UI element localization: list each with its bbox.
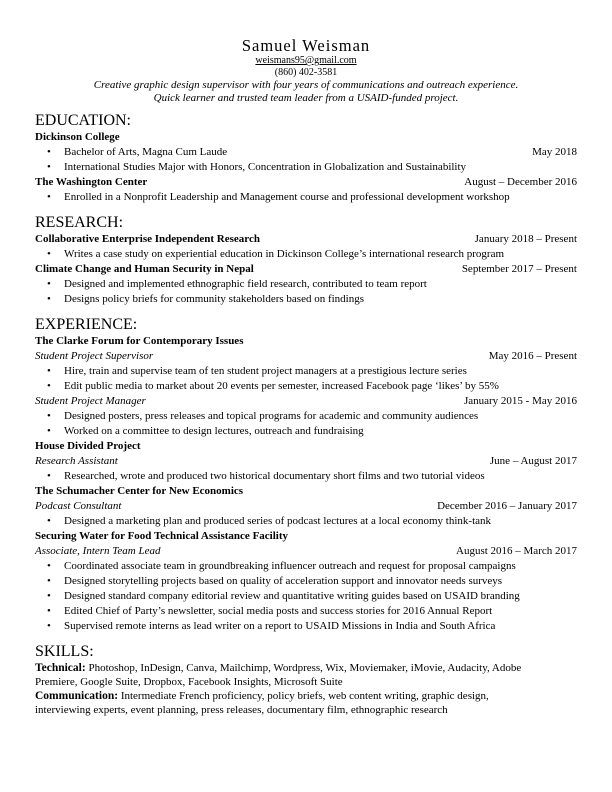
- role-title: Research Assistant: [35, 455, 118, 467]
- bullet-item: • Writes a case study on experiential education in Dickinson College’s international research program: [35, 247, 577, 262]
- applicant-name: Samuel Weisman: [241, 36, 371, 55]
- bullet-item: • Edit public media to market about 20 events per semester, increased Facebook page ‘likes’ by 55%: [35, 379, 577, 394]
- bullet-item: • Enrolled in a Nonprofit Leadership and Management course and professional development workshop: [35, 190, 577, 205]
- summary-line: Creative graphic design supervisor with four years of communications and outreach experience.: [93, 79, 519, 91]
- skill-list: Intermediate French proficiency, policy briefs, web content writing, graphic design,: [118, 690, 489, 702]
- bullet-item: • Designed standard company editorial review and quantitative writing guides based on USAID branding: [35, 589, 577, 604]
- section-heading-research: RESEARCH:: [35, 214, 124, 231]
- date: June – August 2017: [489, 455, 577, 467]
- bullet-item: • Designs policy briefs for community stakeholders based on findings: [35, 292, 577, 307]
- project-name: Climate Change and Human Security in Nepal: [35, 263, 254, 275]
- date: December 2016 – January 2017: [437, 500, 577, 512]
- org-name: Securing Water for Food Technical Assistance Facility: [35, 530, 288, 542]
- org-name: The Clarke Forum for Contemporary Issues: [35, 335, 244, 347]
- bullet-list: [35, 364, 577, 394]
- skills-technical: [35, 661, 577, 675]
- date: September 2017 – Present: [461, 263, 577, 275]
- bullet-item: • Designed a marketing plan and produced series of podcast lectures at a local economy think-tank: [35, 514, 577, 529]
- bullet-list: [35, 469, 577, 484]
- phone-number: (860) 402-3581: [274, 67, 338, 78]
- bullet-item: • Coordinated associate team in groundbreaking influencer outreach and request for proposal campaigns: [35, 559, 577, 574]
- bullet-item: • Hire, train and supervise team of ten student project managers at a prestigious lecture series: [35, 364, 577, 379]
- org-name: House Divided Project: [35, 440, 141, 452]
- resume-header: [35, 36, 577, 104]
- bullet-list: [35, 247, 577, 262]
- bullet-item: • Worked on a committee to design lectures, outreach and fundraising: [35, 424, 577, 439]
- experience-section: [35, 317, 577, 634]
- bullet-list: [35, 559, 577, 634]
- bullet-item: • Designed posters, press releases and topical programs for academic and community audiences: [35, 409, 577, 424]
- date: August 2016 – March 2017: [456, 545, 577, 557]
- bullet-item: • Designed and implemented ethnographic field research, contributed to team report: [35, 277, 577, 292]
- resume-page: [35, 36, 577, 717]
- bullet-item: • International Studies Major with Honors, Concentration in Globalization and Sustainability: [35, 160, 577, 175]
- bullet-item: • Supervised remote interns as lead writer on a report to USAID Missions in India and South Africa: [35, 619, 577, 634]
- skill-list: Photoshop, InDesign, Canva, Mailchimp, Wordpress, Wix, Moviemaker, iMovie, Audacity, Adobe: [85, 662, 522, 674]
- research-section: [35, 215, 577, 307]
- skills-communication: [35, 689, 577, 703]
- bullet-list: [35, 145, 577, 175]
- org-name: The Washington Center: [35, 176, 148, 188]
- skills-section: [35, 644, 577, 717]
- date: May 2016 – Present: [488, 350, 577, 362]
- skill-label: Communication:: [35, 690, 119, 702]
- role-title: Podcast Consultant: [35, 500, 122, 512]
- bullet-list: [35, 409, 577, 439]
- org-name: The Schumacher Center for New Economics: [35, 485, 244, 497]
- section-heading-skills: SKILLS:: [35, 643, 94, 660]
- bullet-text: • Bachelor of Arts, Magna Cum Laude: [64, 146, 228, 158]
- bullet-list: [35, 514, 577, 529]
- date: January 2018 – Present: [474, 233, 577, 245]
- org-name: Dickinson College: [35, 131, 120, 143]
- date: August – December 2016: [464, 176, 577, 188]
- bullet-list: [35, 190, 577, 205]
- education-section: [35, 113, 577, 205]
- project-name: Collaborative Enterprise Independent Research: [35, 233, 260, 245]
- summary-line: Quick learner and trusted team leader from a USAID-funded project.: [153, 91, 459, 104]
- skill-label: Technical:: [35, 662, 86, 674]
- skill-list: Premiere, Google Suite, Dropbox, Facebook Insights, Microsoft Suite: [35, 676, 343, 688]
- bullet-item: • Edited Chief of Party’s newsletter, social media posts and success stories for 2016 Annual Report: [35, 604, 577, 619]
- date: January 2015 - May 2016: [463, 395, 577, 407]
- email-link[interactable]: weismans95@gmail.com: [255, 55, 357, 66]
- role-title: Student Project Supervisor: [35, 350, 154, 362]
- bullet-item: [35, 145, 577, 160]
- role-title: Student Project Manager: [35, 395, 146, 407]
- role-title: Associate, Intern Team Lead: [35, 545, 161, 557]
- section-heading-education: EDUCATION:: [35, 112, 131, 129]
- date: May 2018: [532, 146, 577, 158]
- bullet-item: • Designed storytelling projects based on quality of acceleration support and innovator needs surveys: [35, 574, 577, 589]
- section-heading-experience: EXPERIENCE:: [35, 316, 138, 333]
- skill-list: interviewing experts, event planning, press releases, documentary film, ethnographic research: [35, 704, 448, 716]
- bullet-item: • Researched, wrote and produced two historical documentary short films and two tutorial videos: [35, 469, 577, 484]
- bullet-list: [35, 277, 577, 307]
